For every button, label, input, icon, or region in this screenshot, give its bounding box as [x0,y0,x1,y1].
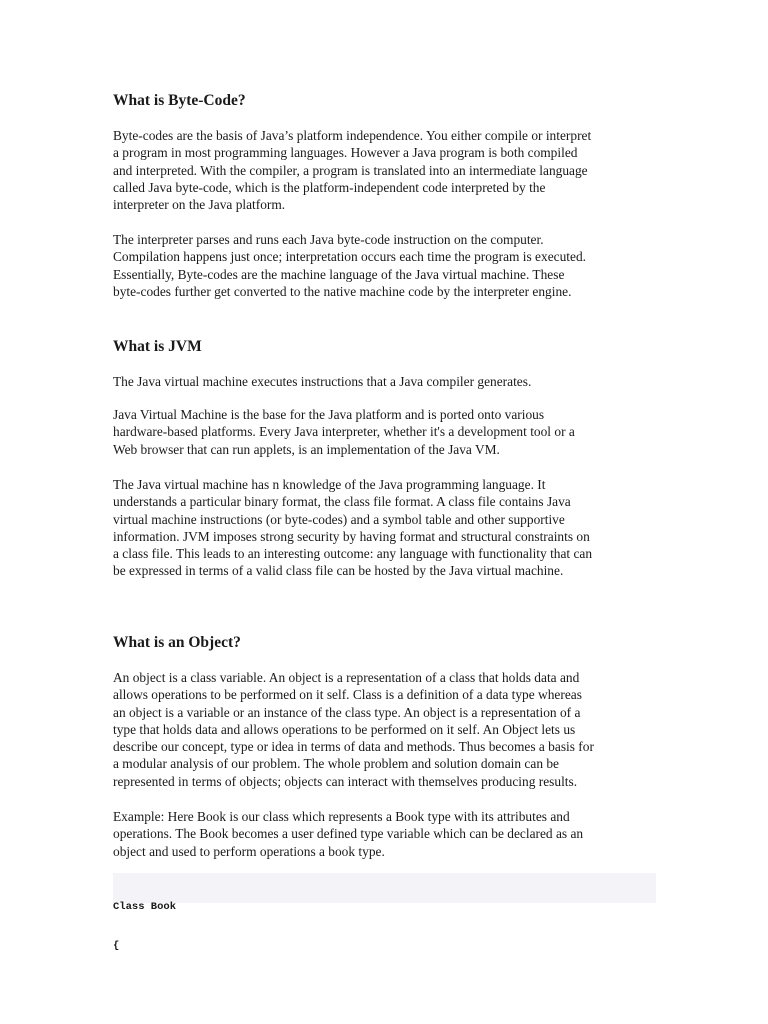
paragraph-jvm-class-file: The Java virtual machine has n knowledge of the Java programming language. It understands a particular binary format, the class file format. A class file contains Java virtual machine instructions (or byte-codes) and a symbol table and other supportive information. JVM imposes strong security by having format and structural constraints on a class file. This leads to an interesting outcome: any language with functionality that can be expressed in terms of a valid class file can be hosted by the Java virtual machine. [113,477,593,579]
heading-byte-code: What is Byte-Code? [113,92,246,109]
heading-jvm: What is JVM [113,338,202,355]
paragraph-byte-code-intro: Byte-codes are the basis of Java’s platform independence. You either compile or interpret a program in most programming languages. However a Java program is both compiled and interpreted. With the compiler, a program is translated into an intermediate language called Java byte-code, which is the platform-independent code interpreted by the interpreter on the Java platform. [113,128,592,213]
code-line: Class Book [113,901,177,913]
paragraph-byte-code-interpreter: The interpreter parses and runs each Java byte-code instruction on the computer. Compilation happens just once; interpretation occurs each time the program is executed. Essentially, Byte-codes are the machine language of the Java virtual machine. These byte-codes further get converted to the native machine code by the interpreter engine. [113,232,586,299]
heading-object: What is an Object? [113,634,241,651]
paragraph-jvm-platform: Java Virtual Machine is the base for the Java platform and is ported onto various hardware-based platforms. Every Java interpreter, whether it's a development tool or a Web browser that can run applets, is an implementation of the Java VM. [113,407,575,457]
paragraph-object-example: Example: Here Book is our class which represents a Book type with its attributes and operations. The Book becomes a user defined type variable which can be declared as an object and used to perform operations a book type. [113,809,584,859]
paragraph-jvm-executes: The Java virtual machine executes instructions that a Java compiler generates. [113,374,532,389]
code-block [113,873,656,952]
paragraph-object-definition: An object is a class variable. An object is a representation of a class that holds data and allows operations to be performed on it self. Class is a definition of a data type whereas an object is a variable or an instance of the class type. An object is a representation of a type that holds data and allows operations to be performed on it self. An Object lets us describe our concept, type or idea in terms of data and methods. Thus becomes a basis for a modular analysis of our problem. The whole problem and solution domain can be represented in terms of objects; objects can interact with themselves producing results. [113,670,594,789]
code-line: { [113,940,120,952]
